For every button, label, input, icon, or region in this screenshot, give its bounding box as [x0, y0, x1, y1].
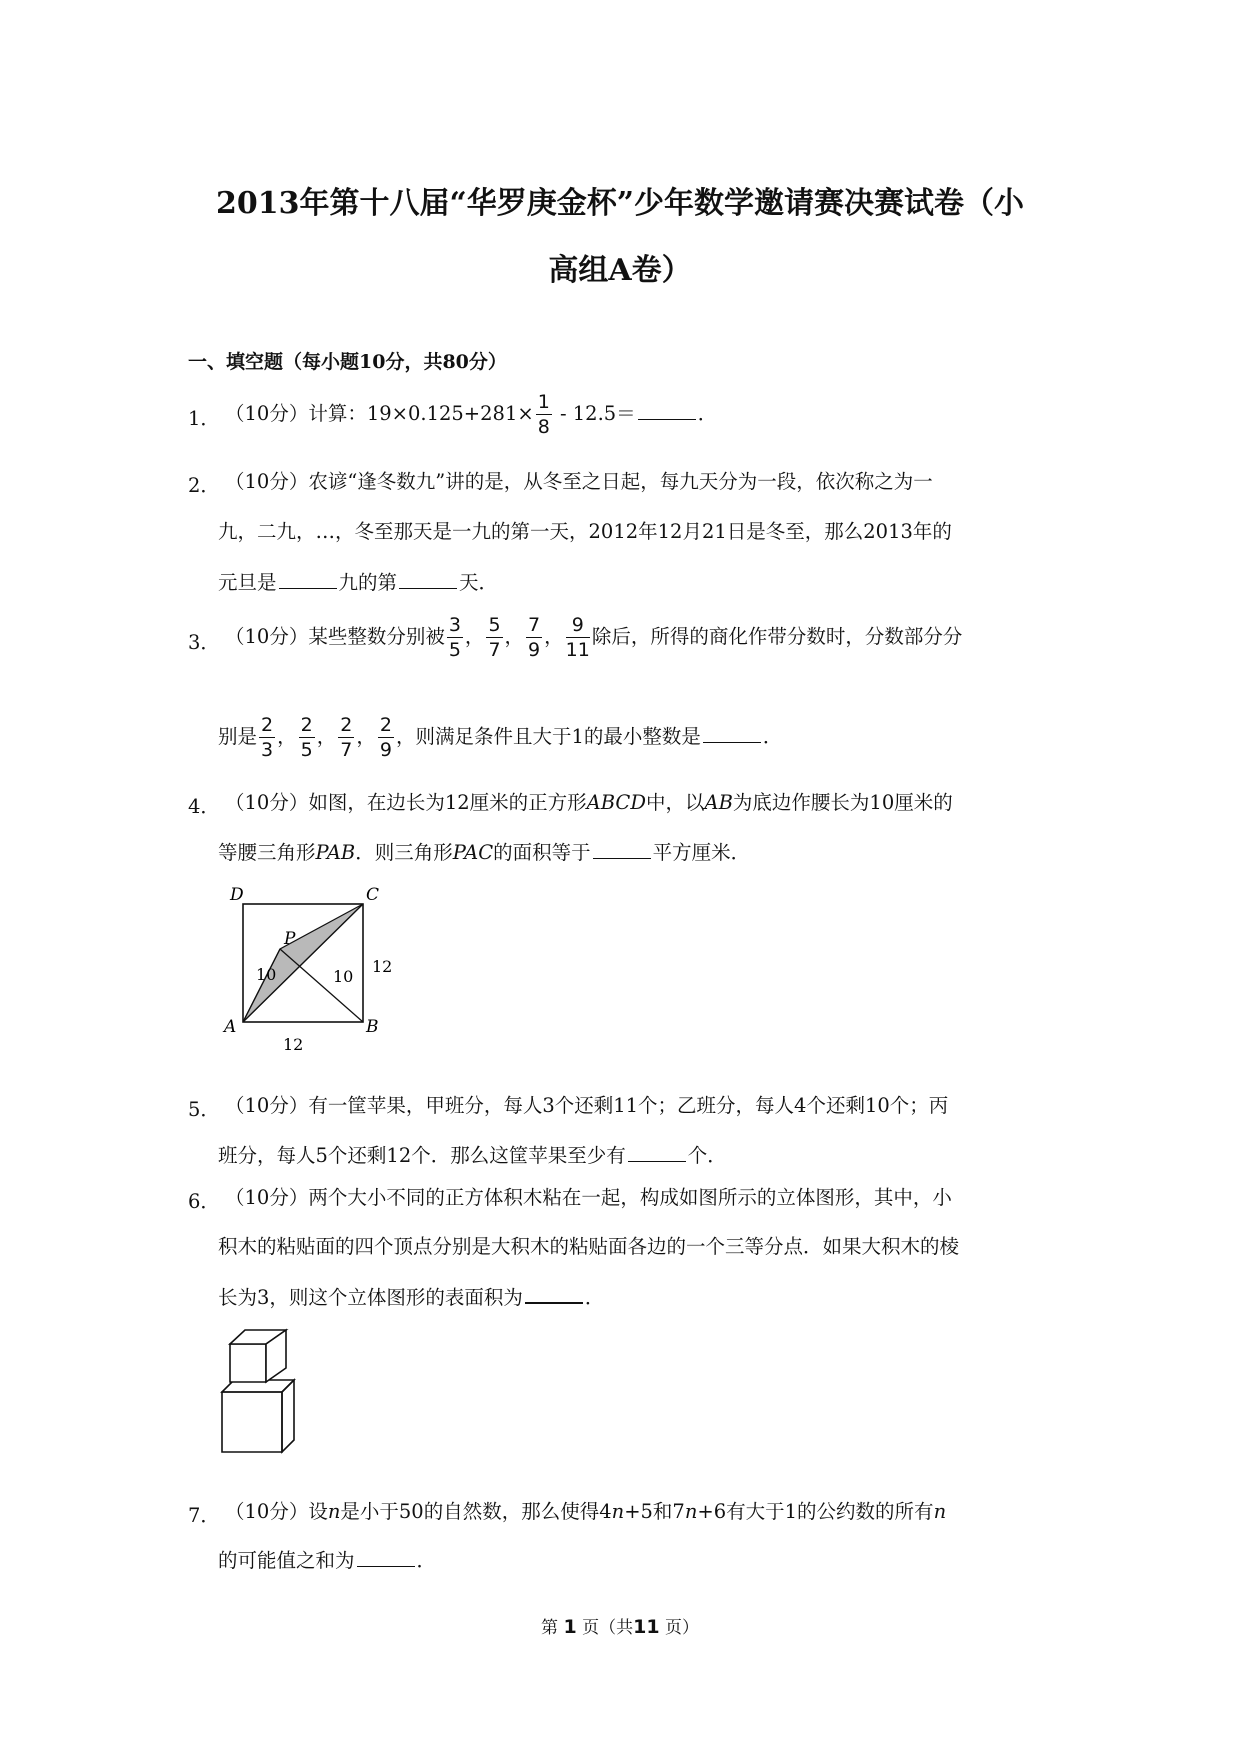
- fraction: $\frac{3}{5}$: [448, 614, 461, 661]
- exam-title-line2: 高组A卷）: [548, 253, 692, 288]
- fraction: $\frac{7}{9}$: [528, 614, 541, 661]
- q7-line2: 的可能值之和为 ．: [218, 1549, 437, 1572]
- q2-line1: （10分）农谚“逢冬数九”讲的是，从冬至之日起，每九天分为一段，依次称之为一: [225, 470, 933, 493]
- q5-line2: 班分，每人5个还剩12个．那么这筐苹果至少有 个．: [218, 1144, 727, 1167]
- label-c: C: [366, 885, 380, 905]
- page-number: 1: [563, 1616, 577, 1638]
- label-p: P: [284, 929, 296, 949]
- question-number: 1．: [188, 407, 220, 430]
- side-length-right: 12: [372, 957, 393, 976]
- answer-blank[interactable]: [279, 570, 337, 589]
- question-number: 6．: [188, 1190, 220, 1213]
- label-d: D: [230, 885, 244, 905]
- exam-title-line1: 2013年第十八届“华罗庚金杯”少年数学邀请赛决赛试卷（小: [215, 186, 1024, 221]
- q6-line1: （10分）两个大小不同的正方体积木粘在一起，构成如图所示的立体图形，其中，小: [225, 1186, 952, 1209]
- square-figure: [220, 880, 400, 1060]
- label-b: B: [366, 1017, 379, 1037]
- fraction: $\frac{2}{7}$: [340, 714, 353, 761]
- answer-blank[interactable]: [399, 570, 457, 589]
- page-footer: 第 1 页（共11 页）: [541, 1616, 699, 1638]
- answer-blank[interactable]: [703, 724, 761, 743]
- diagonal-ac: [243, 904, 363, 1022]
- q5-line1: （10分）有一筐苹果，甲班分，每人3个还剩11个；乙班分，每人4个还剩10个；丙: [225, 1094, 949, 1117]
- fraction: $\frac{1}{8}$: [537, 391, 550, 438]
- large-cube-front: [222, 1392, 282, 1452]
- q4-line1: （10分）如图，在边长为12厘米的正方形ABCD中，以AB为底边作腰长为10厘米的: [225, 791, 953, 814]
- fraction: $\frac{2}{9}$: [379, 714, 392, 761]
- question-number: 4．: [188, 795, 220, 818]
- question-number: 3．: [188, 631, 220, 654]
- fraction: $\frac{2}{5}$: [300, 714, 313, 761]
- question-3-line2: 别是 $\frac{2}{3}$ ， $\frac{2}{5}$ ， $\frac{2}{7}$ ， $\frac{2}{9}$ ，则满足条件且大于1的最小整数是 ．: [218, 714, 783, 761]
- fraction: $\frac{2}{3}$: [261, 714, 274, 761]
- side-length-bottom: 12: [283, 1035, 304, 1054]
- q2-line3: 元旦是 九的第 天．: [218, 571, 499, 594]
- answer-blank[interactable]: [525, 1284, 583, 1304]
- question-number: 5．: [188, 1098, 220, 1121]
- question-3-line1: （10分）某些整数分别被 $\frac{3}{5}$ ， $\frac{5}{7}$ ， $\frac{7}{9}$ ， $\frac{9}{11}$ 除后，所得的商化作带分数时，分数部分分: [225, 614, 963, 661]
- section-heading: 一、填空题（每小题10分，共80分）: [188, 351, 507, 373]
- fraction: $\frac{5}{7}$: [488, 614, 501, 661]
- answer-blank[interactable]: [357, 1548, 415, 1567]
- q2-line2: 九，二九，…，冬至那天是一九的第一天，2012年12月21日是冬至，那么2013年的: [218, 520, 952, 543]
- large-cube-side: [282, 1380, 294, 1452]
- q6-line3: 长为3，则这个立体图形的表面积为 ．: [218, 1286, 605, 1309]
- q4-line2: 等腰三角形PAB．则三角形PAC的面积等于 平方厘米．: [218, 841, 751, 864]
- fraction: $\frac{9}{11}$: [565, 614, 590, 661]
- q7-line1: （10分）设n是小于50的自然数，那么使得4n+5和7n+6有大于1的公约数的所有n: [225, 1500, 947, 1523]
- label-a: A: [224, 1017, 237, 1037]
- length-pb: 10: [333, 967, 354, 986]
- question-number: 7．: [188, 1504, 220, 1527]
- total-pages: 11: [633, 1616, 660, 1638]
- answer-blank[interactable]: [593, 840, 651, 859]
- question-1: （10分）计算：19×0.125+281× $\frac{1}{8}$ - 12.5＝ ．: [225, 391, 718, 438]
- answer-blank[interactable]: [628, 1143, 686, 1162]
- answer-blank[interactable]: [638, 401, 696, 420]
- cubes-figure: [220, 1320, 320, 1460]
- small-cube-front: [230, 1344, 266, 1382]
- length-ap: 10: [256, 965, 277, 984]
- q1-text: - 12.5＝: [553, 402, 636, 425]
- question-number: 2．: [188, 474, 220, 497]
- q6-line2: 积木的粘贴面的四个顶点分别是大积木的粘贴面各边的一个三等分点．如果大积木的棱: [218, 1235, 960, 1258]
- q1-text: （10分）计算：19×0.125+281×: [225, 402, 534, 425]
